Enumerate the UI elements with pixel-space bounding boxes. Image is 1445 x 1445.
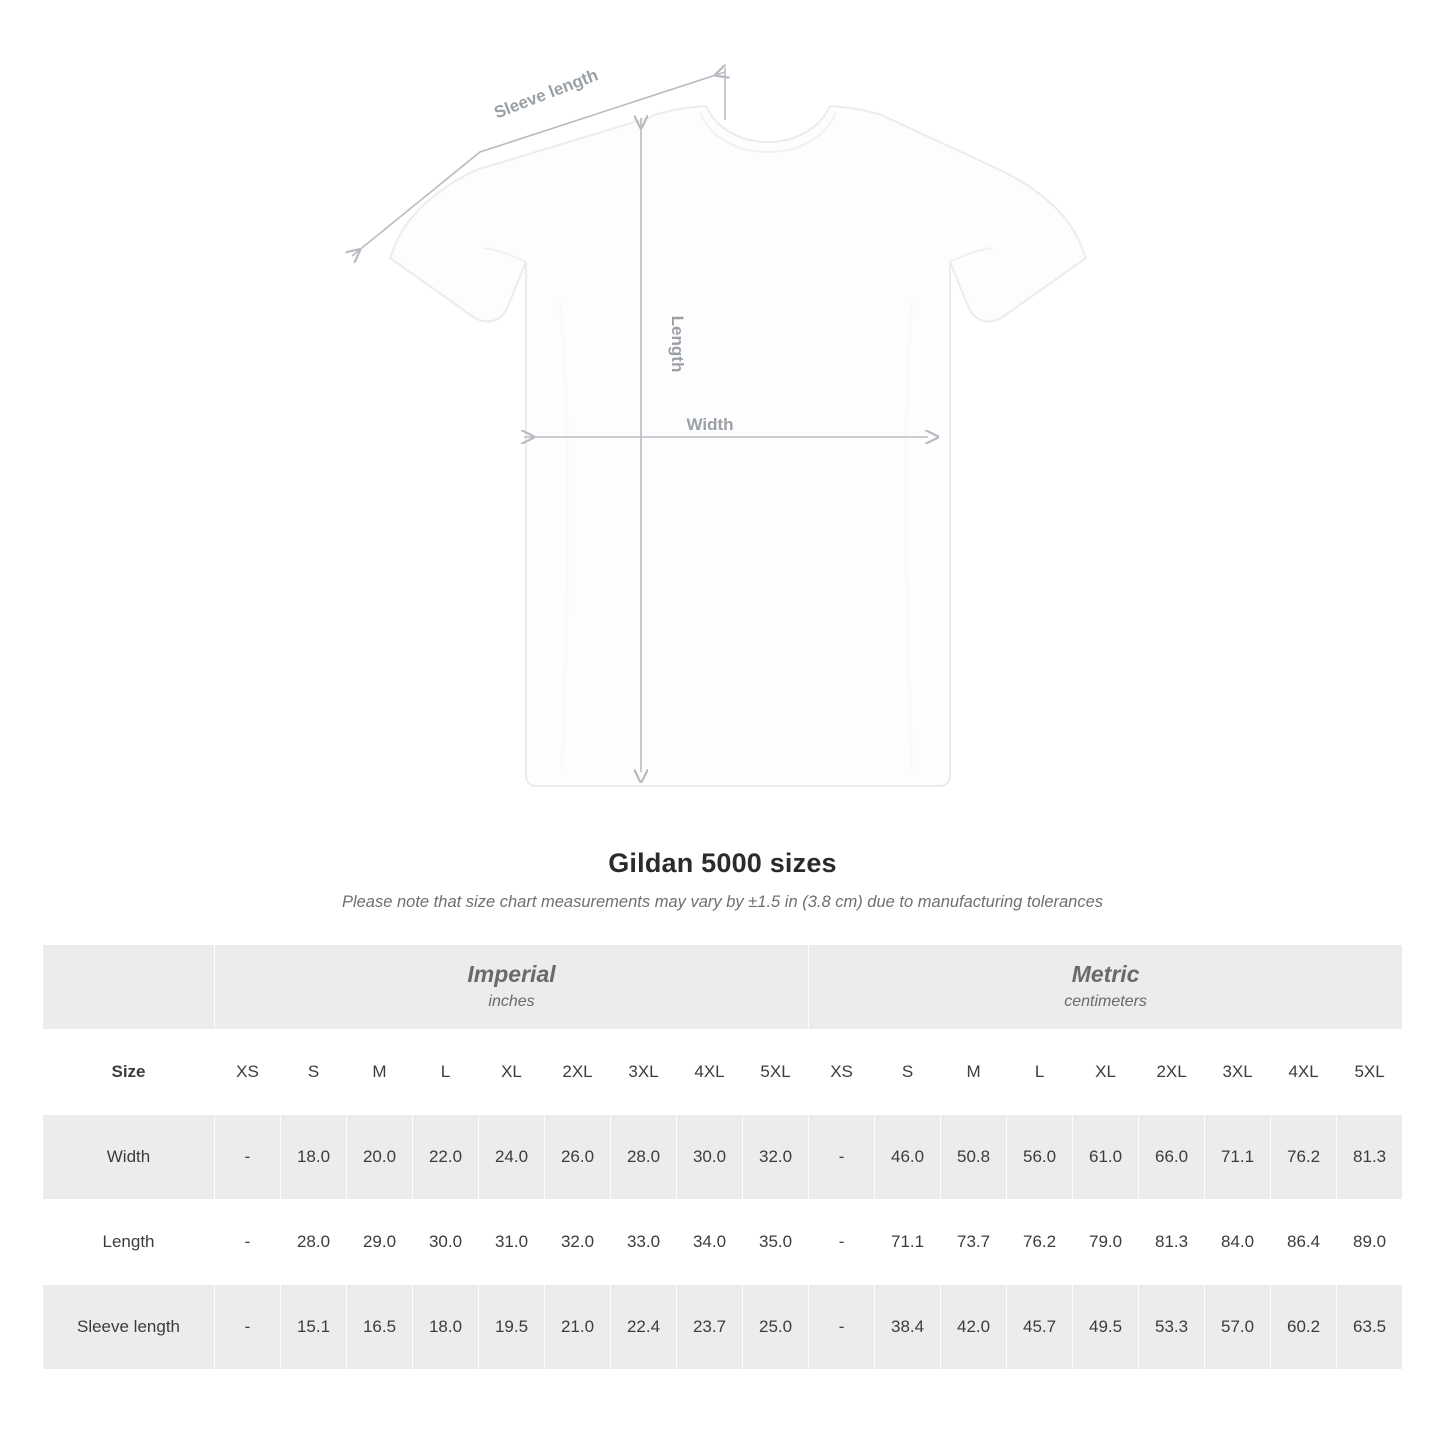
cell-width-metric-s: 46.0 <box>875 1115 941 1200</box>
cell-sleeve-imperial-m: 16.5 <box>347 1285 413 1370</box>
size-header-imperial-3xl: 3XL <box>611 1030 677 1115</box>
cell-sleeve-imperial-xs: - <box>215 1285 281 1370</box>
cell-length-metric-m: 73.7 <box>941 1200 1007 1285</box>
cell-length-imperial-l: 30.0 <box>413 1200 479 1285</box>
unit-group-metric-name: Metric <box>1071 960 1140 987</box>
cell-width-imperial-3xl: 28.0 <box>611 1115 677 1200</box>
size-header-imperial-2xl: 2XL <box>545 1030 611 1115</box>
tshirt-shape <box>390 106 1086 786</box>
cell-sleeve-metric-4xl: 60.2 <box>1271 1285 1337 1370</box>
cell-length-imperial-4xl: 34.0 <box>677 1200 743 1285</box>
cell-width-metric-2xl: 66.0 <box>1139 1115 1205 1200</box>
size-header-imperial-5xl: 5XL <box>743 1030 809 1115</box>
cell-length-metric-5xl: 89.0 <box>1337 1200 1403 1285</box>
row-label-sleeve-length: Sleeve length <box>43 1285 215 1370</box>
cell-sleeve-imperial-4xl: 23.7 <box>677 1285 743 1370</box>
size-table-wrapper <box>42 944 1403 1370</box>
size-header-metric-xl: XL <box>1073 1030 1139 1115</box>
unit-group-imperial <box>215 945 809 1030</box>
chart-title: Gildan 5000 sizes <box>608 848 837 878</box>
cell-width-imperial-xl: 24.0 <box>479 1115 545 1200</box>
cell-sleeve-imperial-2xl: 21.0 <box>545 1285 611 1370</box>
width-label: Width <box>686 415 734 434</box>
size-header-metric-5xl: 5XL <box>1337 1030 1403 1115</box>
cell-width-imperial-l: 22.0 <box>413 1115 479 1200</box>
cell-length-imperial-5xl: 35.0 <box>743 1200 809 1285</box>
unit-group-imperial-name: Imperial <box>467 960 556 987</box>
row-label-length: Length <box>43 1200 215 1285</box>
unit-group-metric-sub: centimeters <box>1064 992 1147 1010</box>
cell-width-metric-3xl: 71.1 <box>1205 1115 1271 1200</box>
cell-width-metric-xs: - <box>809 1115 875 1200</box>
cell-length-metric-xs: - <box>809 1200 875 1285</box>
size-header-imperial-s: S <box>281 1030 347 1115</box>
cell-sleeve-metric-2xl: 53.3 <box>1139 1285 1205 1370</box>
size-header-imperial-xs: XS <box>215 1030 281 1115</box>
cell-length-metric-xl: 79.0 <box>1073 1200 1139 1285</box>
size-header-metric-m: M <box>941 1030 1007 1115</box>
cell-length-imperial-xl: 31.0 <box>479 1200 545 1285</box>
table-row <box>43 1200 1403 1285</box>
cell-sleeve-imperial-3xl: 22.4 <box>611 1285 677 1370</box>
cell-length-imperial-m: 29.0 <box>347 1200 413 1285</box>
cell-length-imperial-3xl: 33.0 <box>611 1200 677 1285</box>
cell-sleeve-metric-xl: 49.5 <box>1073 1285 1139 1370</box>
cell-width-metric-4xl: 76.2 <box>1271 1115 1337 1200</box>
size-header-metric-xs: XS <box>809 1030 875 1115</box>
unit-group-metric <box>809 945 1403 1030</box>
cell-width-metric-5xl: 81.3 <box>1337 1115 1403 1200</box>
cell-sleeve-metric-3xl: 57.0 <box>1205 1285 1271 1370</box>
size-header-imperial-m: M <box>347 1030 413 1115</box>
size-table <box>42 944 1403 1370</box>
cell-width-metric-xl: 61.0 <box>1073 1115 1139 1200</box>
size-header-imperial-4xl: 4XL <box>677 1030 743 1115</box>
cell-sleeve-metric-5xl: 63.5 <box>1337 1285 1403 1370</box>
unit-group-imperial-sub: inches <box>488 992 535 1010</box>
table-row <box>43 1115 1403 1200</box>
size-header-row <box>43 1030 1403 1115</box>
sleeve-length-label: Sleeve length <box>491 65 601 123</box>
cell-sleeve-imperial-s: 15.1 <box>281 1285 347 1370</box>
row-label-width: Width <box>43 1115 215 1200</box>
size-header-imperial-xl: XL <box>479 1030 545 1115</box>
size-header-label: Size <box>43 1030 215 1115</box>
size-header-metric-s: S <box>875 1030 941 1115</box>
cell-width-imperial-2xl: 26.0 <box>545 1115 611 1200</box>
cell-length-metric-3xl: 84.0 <box>1205 1200 1271 1285</box>
cell-width-imperial-4xl: 30.0 <box>677 1115 743 1200</box>
cell-length-metric-2xl: 81.3 <box>1139 1200 1205 1285</box>
cell-sleeve-imperial-l: 18.0 <box>413 1285 479 1370</box>
cell-length-metric-l: 76.2 <box>1007 1200 1073 1285</box>
size-header-metric-3xl: 3XL <box>1205 1030 1271 1115</box>
cell-length-metric-s: 71.1 <box>875 1200 941 1285</box>
table-corner-cell <box>43 945 215 1030</box>
cell-width-imperial-m: 20.0 <box>347 1115 413 1200</box>
cell-sleeve-metric-m: 42.0 <box>941 1285 1007 1370</box>
size-header-metric-4xl: 4XL <box>1271 1030 1337 1115</box>
cell-width-imperial-5xl: 32.0 <box>743 1115 809 1200</box>
length-label: Length <box>668 315 687 373</box>
cell-length-metric-4xl: 86.4 <box>1271 1200 1337 1285</box>
cell-sleeve-imperial-xl: 19.5 <box>479 1285 545 1370</box>
size-header-metric-l: L <box>1007 1030 1073 1115</box>
cell-length-imperial-xs: - <box>215 1200 281 1285</box>
unit-header-row <box>43 945 1403 1030</box>
cell-width-imperial-s: 18.0 <box>281 1115 347 1200</box>
cell-sleeve-metric-l: 45.7 <box>1007 1285 1073 1370</box>
size-header-metric-2xl: 2XL <box>1139 1030 1205 1115</box>
cell-sleeve-imperial-5xl: 25.0 <box>743 1285 809 1370</box>
cell-width-metric-m: 50.8 <box>941 1115 1007 1200</box>
cell-sleeve-metric-s: 38.4 <box>875 1285 941 1370</box>
cell-length-imperial-s: 28.0 <box>281 1200 347 1285</box>
cell-width-imperial-xs: - <box>215 1115 281 1200</box>
cell-sleeve-metric-xs: - <box>809 1285 875 1370</box>
size-header-imperial-l: L <box>413 1030 479 1115</box>
chart-note: Please note that size chart measurements may vary by ±1.5 in (3.8 cm) due to manufacturing tolerances <box>341 893 1104 911</box>
cell-length-imperial-2xl: 32.0 <box>545 1200 611 1285</box>
cell-width-metric-l: 56.0 <box>1007 1115 1073 1200</box>
table-row <box>43 1285 1403 1370</box>
